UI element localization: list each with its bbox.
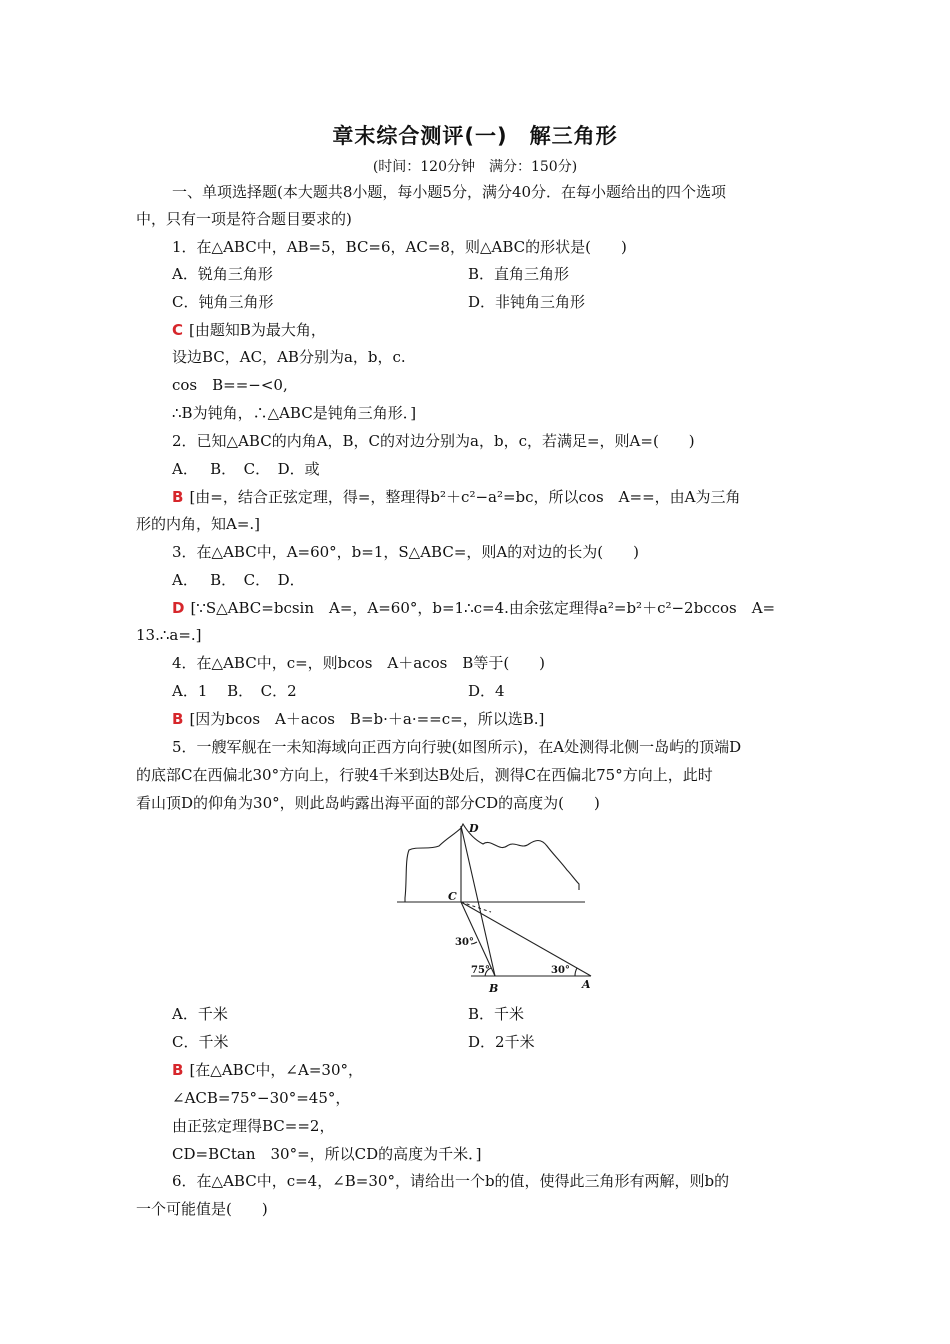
label-a: A bbox=[582, 978, 591, 991]
q1-opt-c: C．钝角三角形 bbox=[172, 293, 274, 311]
q4-opt-d: D．4 bbox=[468, 682, 505, 700]
q1-solution: C [由题知B为最大角， bbox=[172, 321, 326, 339]
angle-label-75: 75° bbox=[471, 965, 490, 976]
q5-solution: B [在△ABC中，∠A=30°， bbox=[172, 1061, 363, 1079]
q5-sol-line: ∠ACB=75°−30°=45°， bbox=[172, 1089, 351, 1107]
q5-opt-a: A．千米 bbox=[172, 1005, 228, 1023]
q1-opt-a: A．锐角三角形 bbox=[172, 265, 273, 283]
section-heading-cont: 中，只有一项是符合题目要求的) bbox=[136, 210, 352, 228]
q1-opt-b: B．直角三角形 bbox=[468, 265, 570, 283]
q5-sol-line: CD=BCtan 30°=，所以CD的高度为千米．] bbox=[172, 1145, 482, 1163]
doc-subtitle: (时间：120分钟 满分：150分) bbox=[372, 159, 578, 175]
q2-sol-line: 形的内角，知A=.] bbox=[136, 515, 261, 533]
label-d: D bbox=[469, 822, 479, 835]
q2-options: A． B． C． D．或 bbox=[172, 460, 320, 478]
q5-stem: 5．一艘军舰在一未知海域向正西方向行驶(如图所示)，在A处测得北侧一岛屿的顶端D bbox=[172, 738, 742, 756]
q4-answer: B bbox=[172, 710, 184, 728]
q3-stem: 3．在△ABC中，A=60°，b=1，S△ABC=，则A的对边的长为( ) bbox=[172, 543, 639, 561]
doc-title: 章末综合测评(一) 解三角形 bbox=[332, 124, 618, 148]
label-c: C bbox=[448, 890, 457, 903]
q2-answer: B bbox=[172, 488, 184, 506]
q2-solution: B [由=，结合正弦定理，得=，整理得b²＋c²−a²=bc，所以cos A==，由A为三角 bbox=[172, 488, 741, 506]
q3-answer: D bbox=[172, 599, 185, 617]
mountain-outline bbox=[405, 824, 579, 898]
q6-stem-line: 一个可能值是( ) bbox=[136, 1200, 268, 1218]
q1-answer: C bbox=[172, 321, 184, 339]
q5-sol-line: 由正弦定理得BC==2， bbox=[172, 1117, 335, 1135]
q4-solution: B [因为bcos A＋acos B=b·＋a·==c=，所以选B.] bbox=[172, 710, 545, 728]
q3-solution: D [∵S△ABC=bcsin A=，A=60°，b=1∴c=4.由余弦定理得a²=b²＋c²−2bccos A= bbox=[172, 599, 776, 617]
q5-opt-c: C．千米 bbox=[172, 1033, 229, 1051]
section-heading: 一、单项选择题(本大题共8小题，每小题5分，满分40分．在每小题给出的四个选项 bbox=[172, 183, 727, 201]
angle-label-30-a: 30° bbox=[551, 965, 570, 976]
segment-db bbox=[461, 826, 495, 976]
q5-stem-line: 看山顶D的仰角为30°，则此岛屿露出海平面的部分CD的高度为( ) bbox=[136, 794, 600, 812]
angle-label-30-d: 30° bbox=[455, 937, 474, 948]
q5-answer: B bbox=[172, 1061, 184, 1079]
q5-opt-b: B．千米 bbox=[468, 1005, 525, 1023]
q6-stem: 6．在△ABC中，c=4，∠B=30°，请给出一个b的值，使得此三角形有两解，则b的 bbox=[172, 1172, 730, 1190]
angle-arc-a bbox=[575, 968, 577, 976]
q4-options: A．1 B． C．2 bbox=[172, 682, 297, 700]
q1-sol-line: cos B==−<0, bbox=[172, 376, 288, 394]
q3-sol-line: 13.∴a=.] bbox=[136, 626, 202, 644]
q2-stem: 2．已知△ABC的内角A，B，C的对边分别为a，b，c，若满足=，则A=( ) bbox=[172, 432, 695, 450]
q5-opt-d: D．2千米 bbox=[468, 1033, 535, 1051]
label-b: B bbox=[489, 982, 499, 995]
q1-sol-line: 设边BC，AC，AB分别为a，b，c. bbox=[172, 348, 406, 366]
q1-stem: 1．在△ABC中，AB=5，BC=6，AC=8，则△ABC的形状是( ) bbox=[172, 238, 627, 256]
island-figure bbox=[395, 820, 595, 995]
q3-options: A． B． C． D． bbox=[172, 571, 305, 589]
q5-stem-line: 的底部C在西偏北30°方向上，行驶4千米到达B处后，测得C在西偏北75°方向上，此时 bbox=[136, 766, 713, 784]
q1-opt-d: D．非钝角三角形 bbox=[468, 293, 586, 311]
q1-sol-line: ∴B为钝角，∴△ABC是钝角三角形．] bbox=[172, 404, 417, 422]
q4-stem: 4．在△ABC中，c=，则bcos A＋acos B等于( ) bbox=[172, 654, 546, 672]
